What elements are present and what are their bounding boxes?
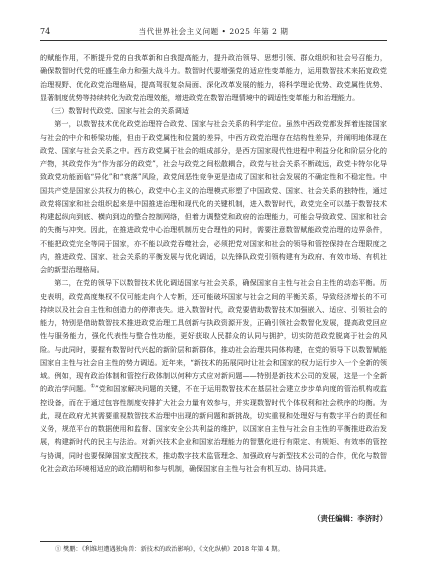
- paragraph-first-point: 第一，以数智技术优化政党治理符合政党、国家与社会关系的科学定位。虽然中西政党都发挥着连接国家与社会的中介和桥梁功能，但由于政党属性和位置的差异，中西方政党治理存在结构性差异，并阐明地体现在政党、国家与社会关系之中。西方政党属于社会的组成部分，是西方国家现代性进程中利益分化和阶层分化的产物，其政党作为“作为部分的政党”，社会与政党之间松散耦合，政党与社会关系不断疏远，政党卡特尔化导致政党功能面临“异化”和“衰落”风险，政党间恶性竞争更是造成了国家和社会发展的不确定性和不稳定性。中国共产党是国家公共权力的核心，政党中心主义的治理模式形塑了中国政党、国家、社会关系的独特性，通过政党将国家和社会组织起来是中国推进治理和现代化的关键机制，进入数智时代，政党完全可以基于数智技术构建起纵向到底、横向到边的整合控制网络，但着力调整党和政府的治理能力，可能会导致政党、国家和社会的失衡与冲突。因此，在推进政党中心治理机制历史合理性的同时，需要注意数智赋能政党治理的边界条件，不能把政党完全等同于国家，亦不能以政党吞噬社会，必须把党对国家和社会的领导和管控保持在合理限度之内，推进政党、国家、社会关系的平衡发展与优化调适，以先锋队政党引领构建有为政府、有效市场、有机社会的新型治理格局。: [40, 119, 387, 274]
- paragraph-continued: 的赋能作用，不断提升党的自我革新和自我提高能力，提升政治领导、思想引领、群众组织和社会号召能力，确保数智时代党的旺盛生命力和强大战斗力。数智时代要增强党的适应性变革能力，运用数智技术来拓宽政党治理视野、优化政党治理格局，提高驾驭复杂局面、深化改革发展的能力，将科学理论优势、政党属性优势、显著制度优势等持续转化为政党治理效能，增进政党在数智治理情境中的调适性变革能力和治理能力。: [40, 53, 387, 102]
- paragraph-second-point: [40, 276, 387, 475]
- running-header: [40, 26, 387, 41]
- footnote: [55, 545, 387, 554]
- article-body: [40, 51, 387, 513]
- responsible-editor: （责任编辑：李济时）: [313, 514, 387, 523]
- footnote-reference[interactable]: ①: [90, 383, 96, 390]
- footnote-marker: ①: [55, 546, 62, 553]
- journal-title: 当代世界社会主义问题 • 2025 年第 2 期: [138, 27, 289, 36]
- section-heading: （三）数智时代政党、国家与社会的关系调适: [47, 106, 189, 115]
- footnote-divider: [40, 541, 92, 542]
- page-number: 74: [40, 27, 51, 36]
- paragraph-text: 第二，在党的领导下以数智技术优化调适国家与社会关系，确保国家自主性与社会自主性的动态平衡。历史表明，政党高度集权不仅可能走向个人专断，还可能破坏国家与社会之间的平衡关系，导致经济增长的不可持续以及社会自主性和创造力的停滞丧失。进入数智时代，政党要借助数智技术加强嵌入、适应、引领社会的能力，特别是借助数智技术推进政党治理工具创新与执政资源开发，正确引领社会数智化发展，提高政党回应性与服务能力，强化代表性与整合性功能，更好获取人民群众的认同与拥护，切实防范政党脱离于社会的风险。与此同时，要握有数智时代兴起的新阶层和新群体，推动社会治理共同体构建，在党的领导下以数智赋能国家自主性与社会自主性的势力调适。近年来，“新技术的拓展同时让社会和国家的权力运行步入一个全新的领域。例如，现有政治体制和管控行政体制以何种方式应对新问题——特别是新技术公司的发展，这是一个全新的政治学问题。: [40, 278, 387, 394]
- paragraph-text-tail: ”党和国家解决问题的关键，不在于运用数智技术在基层社会建立步步单向度的管治机构或监控设备，而在于通过包容性制度安排扩大社会力量有效参与，并实现数智时代个体权利和社会秩序的均衡。为此，现在政府尤其需要重视数智技术治理中出现的新问题和新挑战，切实重视和处理好与有数字平台的责任和义务，规范平台的数据使用和监督、国家安全公共利益的维护，以国家自主性与社会自主性的平衡推进政治发展，构建新时代的民主与法治。对新兴技术企业和国家治理能力的智慧化进行有限定、有规矩、有效率的管控与协调，同时也要保障国家支配技术，推动数字技术监管理念、加强政府与新型技术公司的合作，优化与数智化社会政治环境相适应的政治精明和参与机制，确保国家自主性与社会有机互动、协同共进。: [40, 384, 387, 473]
- footnote-text: 樊鹏：《利维坦遭遇独角兽：新技术的政治影响》，《文化纵横》2018 年第 4 期。: [63, 546, 284, 553]
